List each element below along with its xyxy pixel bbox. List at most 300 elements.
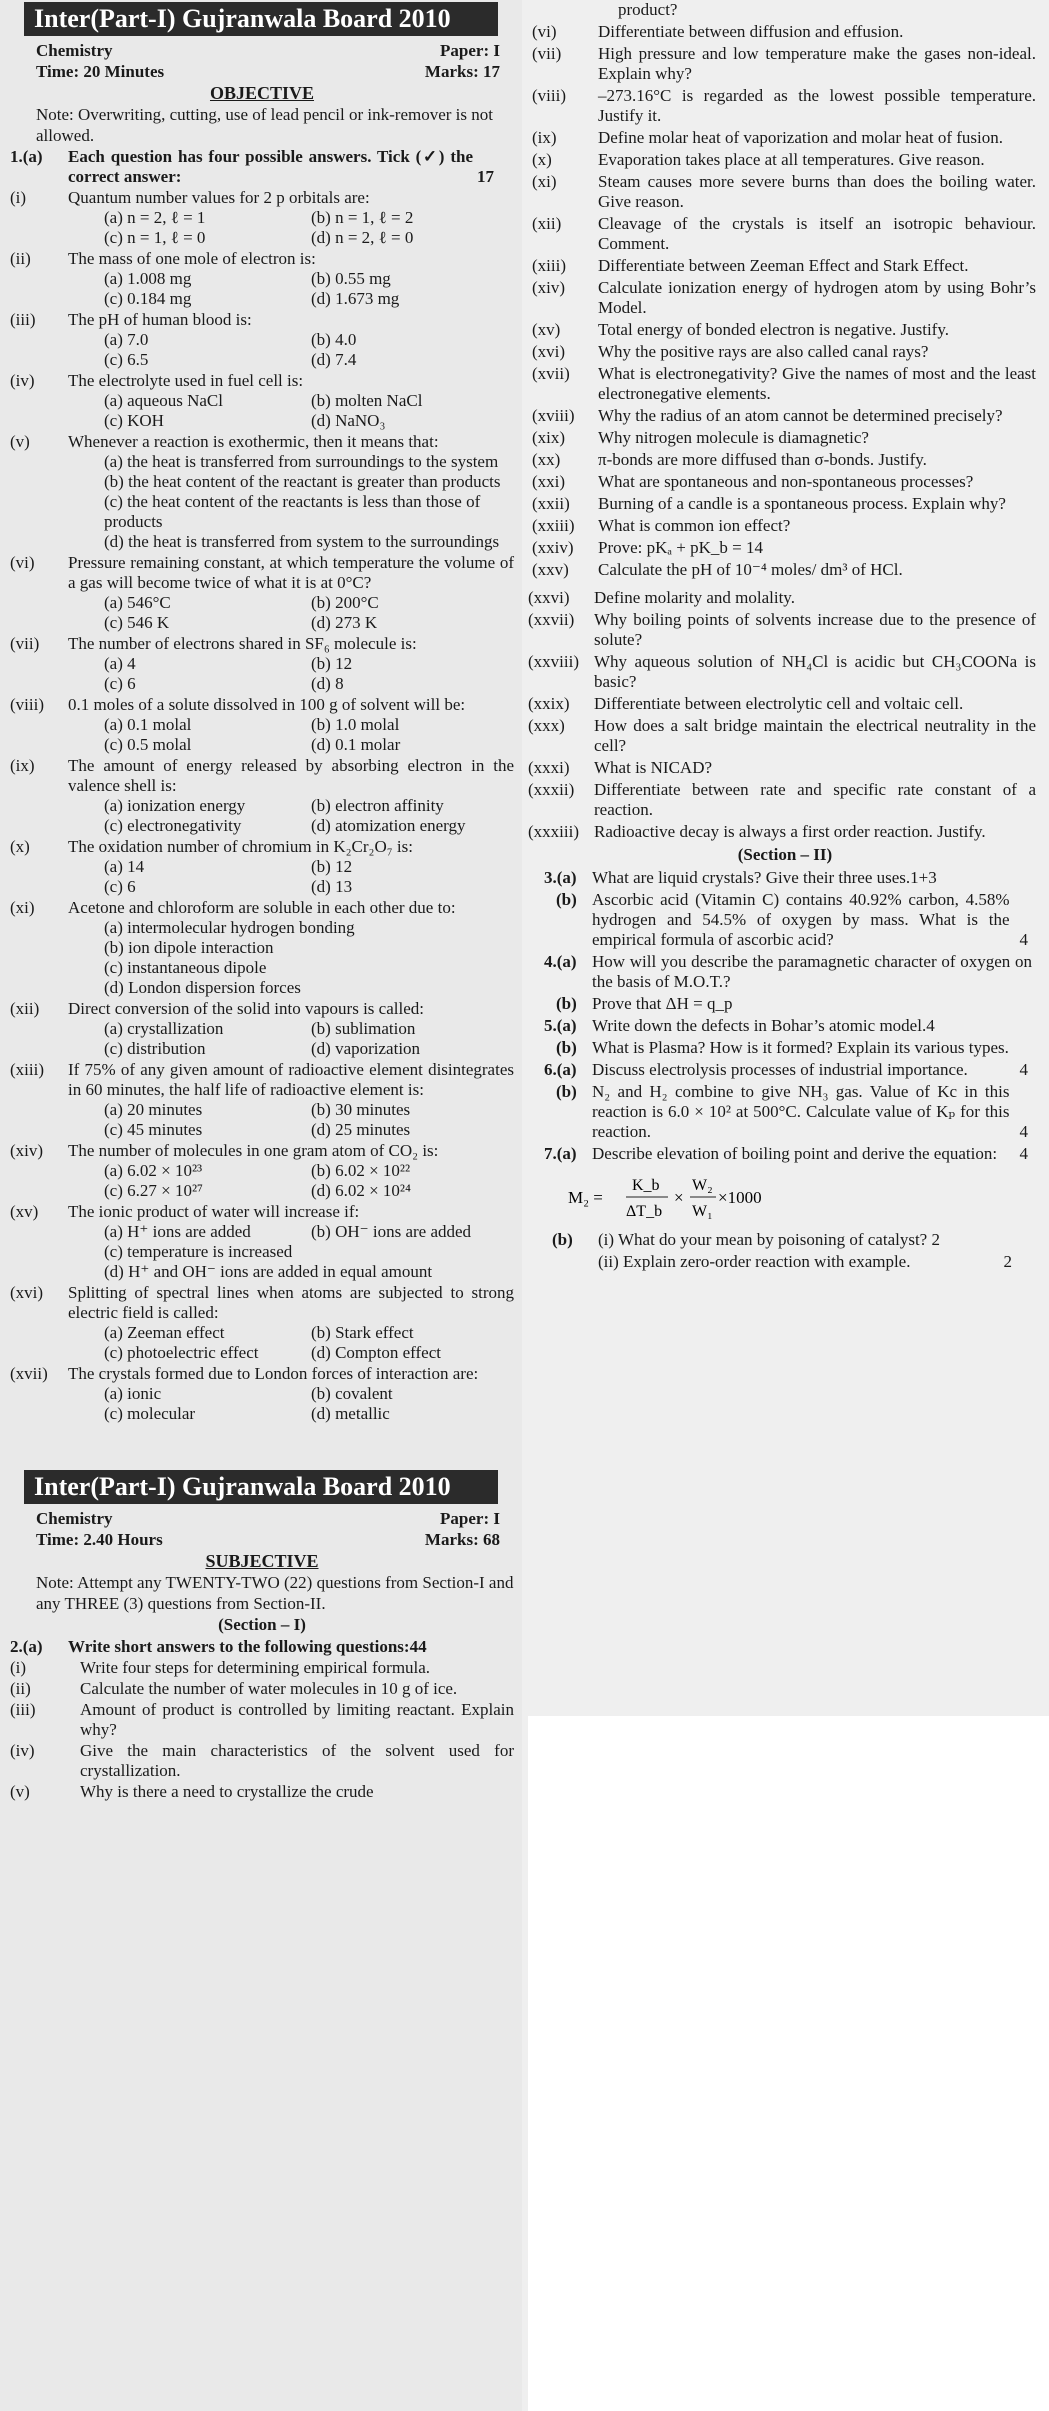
short-question-number: (x) [532,150,552,169]
short-question-text: Differentiate between rate and specific rate constant of a reaction. [594,780,1036,819]
mcq-option: (c) instantaneous dipole [104,958,267,977]
mcq-number: (xv) [10,1202,39,1221]
short-question [528,588,1042,608]
long-question [528,952,1042,992]
mcq-option: (b) 12 [311,857,353,876]
long-question-text: Describe elevation of boiling point and derive the equation: [592,1144,998,1163]
short-question-text: Evaporation takes place at all temperatures. Give reason. [598,150,985,169]
mcq-text: Whenever a reaction is exothermic, then it means that: [68,432,439,451]
mcq-number: (viii) [10,695,44,714]
objective-header-row2 [6,61,518,82]
mcq-number: (x) [10,837,30,856]
short-question-text: What is NICAD? [594,758,713,777]
long-question [528,1016,1042,1036]
mcq-text: 0.1 moles of a solute dissolved in 100 g of solvent will be: [68,695,466,714]
mcq-option: (c) electronegativity [104,816,242,835]
section-2-title: (Section – II) [737,845,833,864]
mcq-option: (d) n = 2, ℓ = 0 [311,228,414,247]
mcq-option: (b) OH⁻ ions are added [311,1222,472,1241]
marks-label: Marks: 17 [424,62,500,81]
mcq-option: (c) 546 K [104,613,170,632]
short-question [528,716,1042,756]
mcq-option: (c) 0.184 mg [104,289,192,308]
long-questions [528,868,1042,1164]
mcq-question [6,371,518,391]
long-question-number: (b) [556,890,577,909]
long-question-text: Ascorbic acid (Vitamin C) contains 40.92% carbon, 4.58% hydrogen and 54.5% of oxygen by mass. What is the empirical formula of ascorbic acid? [592,890,1010,949]
long-question-text: What is Plasma? How is it formed? Explain its various types. [592,1038,1009,1057]
short-question-number: (ix) [532,128,557,147]
short-question-number: (iv) [10,1741,35,1760]
short-question [528,516,1042,536]
mcq-text: Splitting of spectral lines when atoms are subjected to strong electric field is called: [68,1283,514,1322]
subjective-header-row1 [6,1508,518,1529]
mcq-option: (c) 0.5 molal [104,735,192,754]
mcq-question [6,695,518,715]
q7b-ii-row [528,1252,1042,1272]
short-question-text: Why is there a need to crystallize the crude [80,1782,374,1801]
mcq-question [6,432,518,452]
q7b-part-ii: (ii) Explain zero-order reaction with example. [598,1252,911,1271]
short-question-text: Cleavage of the crystals is itself an isotropic behaviour. Comment. [598,214,1036,253]
q1-text: Each question has four possible answers. Tick (✓) the correct answer: [68,147,473,186]
short-question [6,1782,518,1802]
short-questions-left [6,1658,518,1802]
mcq-option: (d) 6.02 × 10²⁴ [311,1181,411,1200]
mcq-option: (b) molten NaCl [311,391,423,410]
short-question [528,494,1042,514]
long-question-marks: 4 [1019,1122,1028,1141]
short-question-number: (vii) [532,44,562,63]
time-label: Time: 20 Minutes [36,62,165,81]
q7b-ii-marks: 2 [1003,1252,1012,1271]
short-question [528,652,1042,692]
mcq-number: (ii) [10,249,31,268]
mcq-options [6,452,518,552]
mcq-option: (d) metallic [311,1404,390,1423]
mcq-number: (iii) [10,310,36,329]
mcq-option: (a) 6.02 × 10²³ [104,1161,203,1180]
mcq-option: (a) aqueous NaCl [104,391,223,410]
q7b [528,1230,1042,1250]
short-question [528,214,1042,254]
mcq-option: (c) n = 1, ℓ = 0 [104,228,206,247]
short-question-number: (xvii) [532,364,570,383]
long-question-text: N₂ and H₂ combine to give NH₃ gas. Value of Kc in this reaction is 6.0 × 10² at 500°C. Calculate value of Kₚ for this reaction. [592,1082,1010,1141]
mcq-option: (d) NaNO₃ [311,411,386,430]
subjective-header-row2 [6,1529,518,1550]
formula-den1: ΔT_b [626,1203,663,1220]
long-question [528,1082,1042,1142]
mcq-options [6,208,518,248]
short-question-text: π-bonds are more diffused than σ-bonds. Justify. [598,450,927,469]
mcq-number: (xvi) [10,1283,44,1302]
short-question [528,428,1042,448]
mcq-option: (c) 6 [104,674,136,693]
q2-number: 2.(a) [10,1637,43,1656]
mcq-question [6,1202,518,1222]
short-question-number: (viii) [532,86,566,105]
mcq-number: (iv) [10,371,35,390]
mcq-question [6,249,518,269]
mcq-options [6,796,518,836]
q7b-part-i: (i) What do your mean by poisoning of catalyst? 2 [598,1230,940,1249]
mcq-question [6,1060,518,1100]
short-question-number: (xxiii) [532,516,575,535]
mcq-number: (xi) [10,898,35,917]
objective-banner: Inter(Part-I) Gujranwala Board 2010 [24,2,498,36]
short-question-text: Differentiate between electrolytic cell and voltaic cell. [594,694,964,713]
short-question-text: Steam causes more severe burns than does the boiling water. Give reason. [598,172,1036,211]
mcq-options [6,654,518,694]
q7b-number: (b) [552,1230,573,1249]
section-1-title: (Section – I) [218,1615,306,1634]
short-question-number: (vi) [532,22,557,41]
short-question [528,694,1042,714]
mcq-option: (b) the heat content of the reactant is greater than products [104,472,501,491]
long-question-number: (b) [556,1038,577,1057]
mcq-option: (b) 6.02 × 10²² [311,1161,411,1180]
continued-text [528,0,1042,20]
marks-label: Marks: 68 [424,1530,500,1549]
mcq-option: (d) 8 [311,674,344,693]
short-question-text: Why nitrogen molecule is diamagnetic? [598,428,869,447]
long-question [528,890,1042,950]
short-question-number: (ii) [10,1679,31,1698]
mcq-text: If 75% of any given amount of radioactive element disintegrates in 60 minutes, the half life of radioactive element is: [68,1060,514,1099]
mcq-option: (a) 0.1 molal [104,715,192,734]
formula-den2: W₁ [692,1203,713,1220]
mcq-text: The number of electrons shared in SF₆ molecule is: [68,634,417,653]
mcq-number: (vii) [10,634,40,653]
mcq-option: (a) 20 minutes [104,1100,203,1119]
short-question [528,822,1042,842]
short-question-number: (xx) [532,450,561,469]
short-question [528,406,1042,426]
mcq-options [6,1323,518,1363]
formula-num1: K_b [632,1177,660,1194]
mcq-number: (xvii) [10,1364,48,1383]
mcq-option: (a) Zeeman effect [104,1323,225,1342]
mcq-options [6,593,518,633]
short-question-number: (xxxi) [528,758,570,777]
short-question-text: Prove: pKₐ + pK_b = 14 [598,538,764,557]
mcq-option: (a) 7.0 [104,330,149,349]
short-question [528,538,1042,558]
objective-header-row1 [6,40,518,61]
long-question-number: 5.(a) [544,1016,577,1035]
short-question-number: (xvi) [532,342,566,361]
q1-marks: 17 [477,167,494,186]
mcq-list [6,188,518,1424]
mcq-option: (d) 7.4 [311,350,357,369]
short-question [528,320,1042,340]
short-question-text: Write four steps for determining empirical formula. [80,1658,431,1677]
short-question [6,1741,518,1781]
mcq-option: (d) H⁺ and OH⁻ ions are added in equal amount [104,1262,433,1281]
objective-note: Note: Overwriting, cutting, use of lead pencil or ink-remover is not allowed. [36,105,493,145]
mcq-number: (ix) [10,756,35,775]
mcq-question [6,756,518,796]
mcq-option: (c) temperature is increased [104,1242,293,1261]
short-question-number: (xiv) [532,278,566,297]
mcq-question [6,1364,518,1384]
mcq-option: (b) 200°C [311,593,379,612]
short-question-text: Why the positive rays are also called canal rays? [598,342,929,361]
short-question [6,1679,518,1699]
mcq-option: (c) KOH [104,411,164,430]
mcq-question [6,1283,518,1323]
mcq-options [6,1222,518,1282]
mcq-question [6,553,518,593]
mcq-options [6,330,518,370]
short-question-number: (i) [10,1658,27,1677]
mcq-option: (d) London dispersion forces [104,978,301,997]
long-question-number: 3.(a) [544,868,577,887]
long-question-text: What are liquid crystals? Give their three uses.1+3 [592,868,937,887]
boiling-point-formula [528,1172,1042,1222]
mcq-options [6,715,518,755]
short-question [528,256,1042,276]
long-question [528,1144,1042,1164]
short-question-number: (xiii) [532,256,566,275]
long-question [528,1060,1042,1080]
short-question-text: What is electronegativity? Give the names of most and the least electronegative elements. [598,364,1036,403]
short-question-text: Amount of product is controlled by limiting reactant. Explain why? [80,1700,514,1739]
short-question-text: Differentiate between diffusion and effusion. [598,22,904,41]
paper-label: Paper: I [440,41,500,60]
short-question [528,364,1042,404]
mcq-option: (b) ion dipole interaction [104,938,274,957]
mcq-option: (a) 1.008 mg [104,269,192,288]
long-question-marks: 4 [1019,1144,1028,1163]
mcq-option: (b) 12 [311,654,353,673]
short-question-text: How does a salt bridge maintain the electrical neutrality in the cell? [594,716,1036,755]
mcq-question [6,188,518,208]
long-question [528,868,1042,888]
mcq-question [6,837,518,857]
short-question-number: (xxvi) [528,588,570,607]
short-question-text: Give the main characteristics of the solvent used for crystallization. [80,1741,514,1780]
mcq-options [6,1100,518,1140]
formula-tail: ×1000 [718,1188,762,1207]
mcq-text: The oxidation number of chromium in K₂Cr₂O₇ is: [68,837,413,856]
short-question-text: Define molarity and molality. [594,588,795,607]
mcq-text: The mass of one mole of electron is: [68,249,316,268]
mcq-text: The amount of energy released by absorbing electron in the valence shell is: [68,756,514,795]
short-question-text: Calculate the pH of 10⁻⁴ moles/ dm³ of HCl. [598,560,903,579]
mcq-text: Pressure remaining constant, at which temperature the volume of a gas will become twice of what it is at 0°C? [68,553,514,592]
continued-word: product? [618,0,678,19]
left-column [6,0,518,1802]
short-question [528,610,1042,650]
short-question-number: (xxi) [532,472,566,491]
mcq-option: (d) Compton effect [311,1343,441,1362]
long-question-number: 7.(a) [544,1144,577,1163]
subjective-banner: Inter(Part-I) Gujranwala Board 2010 [24,1470,498,1504]
mcq-question [6,898,518,918]
short-question-text: Why the radius of an atom cannot be determined precisely? [598,406,1003,425]
long-question-number: 4.(a) [544,952,577,971]
long-question-marks: 4 [1019,930,1028,949]
short-question-number: (xxxii) [528,780,575,799]
short-question-number: (xxviii) [528,652,579,671]
short-question [528,22,1042,42]
mcq-question [6,310,518,330]
long-question-number: (b) [556,1082,577,1101]
mcq-number: (xii) [10,999,40,1018]
mcq-options [6,918,518,998]
short-question-number: (xii) [532,214,562,233]
long-question [528,994,1042,1014]
right-column [528,0,1042,1272]
mcq-option: (a) ionization energy [104,796,246,815]
q2-heading [6,1637,518,1657]
long-question-text: Write down the defects in Bohar’s atomic model.4 [592,1016,935,1035]
short-question-text: Calculate the number of water molecules in 10 g of ice. [80,1679,458,1698]
mcq-option: (c) photoelectric effect [104,1343,259,1362]
mcq-number: (vi) [10,553,35,572]
mcq-option: (d) vaporization [311,1039,421,1058]
short-question [528,150,1042,170]
subject-label: Chemistry [36,41,113,60]
short-question-number: (xv) [532,320,561,339]
mcq-number: (i) [10,188,27,207]
short-question [528,128,1042,148]
mcq-text: The number of molecules in one gram atom of CO₂ is: [68,1141,439,1160]
mcq-text: The crystals formed due to London forces of interaction are: [68,1364,479,1383]
short-questions-right-a [528,22,1042,580]
formula-lhs: M₂ = [568,1188,603,1207]
mcq-text: The ionic product of water will increase if: [68,1202,360,1221]
mcq-number: (v) [10,432,30,451]
mcq-option: (d) atomization energy [311,816,466,835]
mcq-option: (a) the heat is transferred from surroundings to the system [104,452,499,471]
mcq-option: (d) the heat is transferred from system to the surroundings [104,532,500,551]
mcq-option: (c) molecular [104,1404,196,1423]
mcq-options [6,1019,518,1059]
long-question-marks: 4 [1019,1060,1028,1079]
mcq-text: Quantum number values for 2 p orbitals are: [68,188,370,207]
paper-label: Paper: I [440,1509,500,1528]
mcq-option: (b) Stark effect [311,1323,414,1342]
q1-number: 1.(a) [10,147,43,166]
short-question-text: What is common ion effect? [598,516,791,535]
time-label: Time: 2.40 Hours [36,1530,163,1549]
mcq-options [6,269,518,309]
mcq-option: (b) electron affinity [311,796,444,815]
short-question [528,342,1042,362]
mcq-option: (b) 4.0 [311,330,357,349]
short-question-number: (xxii) [532,494,570,513]
short-question-text: Calculate ionization energy of hydrogen atom by using Bohr’s Model. [598,278,1036,317]
mcq-option: (b) covalent [311,1384,393,1403]
mcq-question [6,1141,518,1161]
short-question [528,172,1042,212]
short-question [6,1700,518,1740]
blank-area [528,1716,1049,2411]
short-question-text: Why aqueous solution of NH₄Cl is acidic but CH₃COONa is basic? [594,652,1036,691]
short-question [528,86,1042,126]
mcq-option: (d) 273 K [311,613,378,632]
short-question-number: (xix) [532,428,566,447]
long-question [528,1038,1042,1058]
short-question-number: (xxv) [532,560,569,579]
subject-label: Chemistry [36,1509,113,1528]
mcq-option: (b) 0.55 mg [311,269,391,288]
q2-text: Write short answers to the following questions:44 [68,1637,427,1656]
mcq-option: (a) 4 [104,654,136,673]
mcq-option: (c) 45 minutes [104,1120,203,1139]
short-questions-right-b [528,588,1042,842]
short-question [6,1658,518,1678]
short-question-number: (v) [10,1782,30,1801]
mcq-option: (a) 14 [104,857,145,876]
mcq-text: The pH of human blood is: [68,310,252,329]
subjective-note: Note: Attempt any TWENTY-TWO (22) questions from Section-I and any THREE (3) questions from Section-II. [36,1573,514,1613]
long-question-text: Prove that ΔH = q_p [592,994,733,1013]
mcq-option: (a) crystallization [104,1019,224,1038]
short-question-number: (xxiv) [532,538,574,557]
short-question-text: Burning of a candle is a spontaneous process. Explain why? [598,494,1006,513]
short-question-text: Total energy of bonded electron is negative. Justify. [598,320,949,339]
mcq-option: (c) the heat content of the reactants is less than those of products [104,492,481,531]
short-question [528,560,1042,580]
mcq-question [6,999,518,1019]
mcq-options [6,857,518,897]
short-question-number: (xxxiii) [528,822,579,841]
short-question-text: Radioactive decay is always a first order reaction. Justify. [594,822,986,841]
mcq-options [6,1384,518,1424]
short-question-text: What are spontaneous and non-spontaneous processes? [598,472,974,491]
long-question-text: Discuss electrolysis processes of industrial importance. [592,1060,968,1079]
short-question [528,450,1042,470]
mcq-option: (d) 1.673 mg [311,289,400,308]
mcq-option: (a) 546°C [104,593,171,612]
short-question-number: (iii) [10,1700,36,1719]
short-question [528,758,1042,778]
mcq-option: (a) ionic [104,1384,162,1403]
q1-heading [6,147,518,187]
mcq-option: (b) 30 minutes [311,1100,411,1119]
mcq-option: (d) 0.1 molar [311,735,401,754]
formula-graphic [568,1172,868,1222]
mcq-options [6,391,518,431]
short-question [528,472,1042,492]
mcq-text: Direct conversion of the solid into vapours is called: [68,999,424,1018]
short-question-number: (xi) [532,172,557,191]
mcq-option: (a) n = 2, ℓ = 1 [104,208,206,227]
short-question-text: Define molar heat of vaporization and molar heat of fusion. [598,128,1004,147]
long-question-number: (b) [556,994,577,1013]
mcq-text: The electrolyte used in fuel cell is: [68,371,304,390]
short-question-number: (xxx) [528,716,565,735]
short-question-number: (xxvii) [528,610,575,629]
short-question [528,278,1042,318]
short-question-number: (xviii) [532,406,575,425]
mcq-number: (xiii) [10,1060,44,1079]
short-question-text: Differentiate between Zeeman Effect and Stark Effect. [598,256,969,275]
mcq-number: (xiv) [10,1141,44,1160]
mcq-option: (c) distribution [104,1039,206,1058]
mcq-option: (b) sublimation [311,1019,416,1038]
mcq-option: (b) 1.0 molal [311,715,400,734]
long-question-number: 6.(a) [544,1060,577,1079]
short-question-text: Why boiling points of solvents increase due to the presence of solute? [594,610,1036,649]
mcq-question [6,634,518,654]
mcq-option: (c) 6 [104,877,136,896]
short-question [528,44,1042,84]
